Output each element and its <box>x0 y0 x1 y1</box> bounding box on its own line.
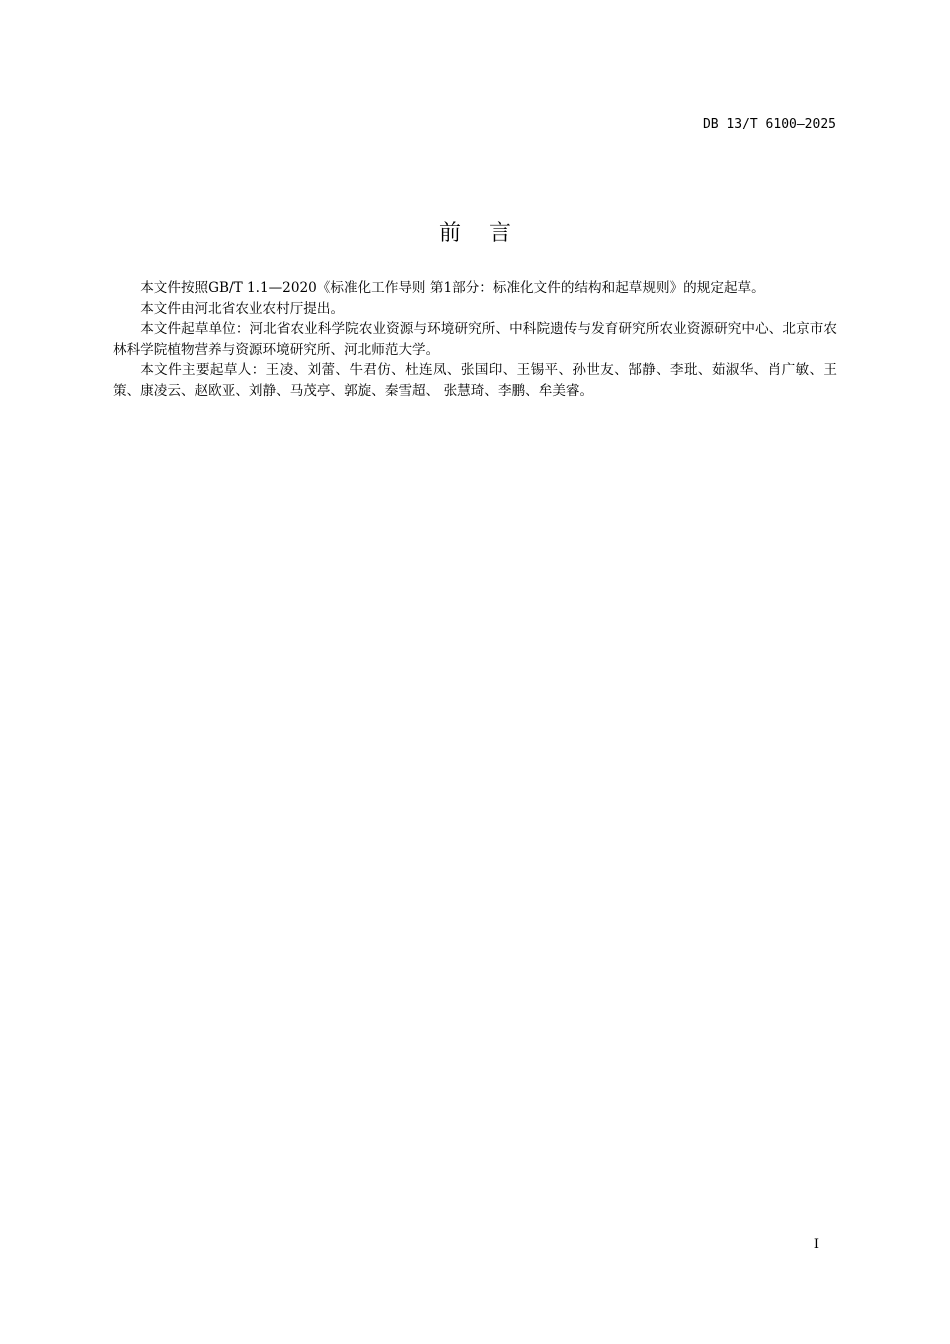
page-number: I <box>813 1237 819 1252</box>
paragraph-drafting-units: 本文件起草单位：河北省农业科学院农业资源与环境研究所、中科院遗传与发育研究所农业资源研究中心、北京市农林科学院植物营养与资源环境研究所、河北师范大学。 <box>113 321 837 358</box>
document-number: DB 13/T 6100—2025 <box>702 117 836 132</box>
foreword-body <box>113 278 837 401</box>
page-title: 前 言 <box>439 221 511 246</box>
paragraph-proposer: 本文件由河北省农业农村厅提出。 <box>140 300 345 317</box>
paragraph-drafting-rules: 本文件按照GB/T 1.1—2020《标准化工作导则 第1部分：标准化文件的结构和起草规则》的规定起草。 <box>140 280 765 296</box>
paragraph-drafters: 本文件主要起草人：王凌、刘蕾、牛君仿、杜连凤、张国印、王锡平、孙世友、郜静、李玭、茹淑华、肖广敏、王策、康凌云、赵欧亚、刘静、马茂亭、郭旋、秦雪超、 张慧琦、李鹏、牟美睿。 <box>113 362 837 399</box>
